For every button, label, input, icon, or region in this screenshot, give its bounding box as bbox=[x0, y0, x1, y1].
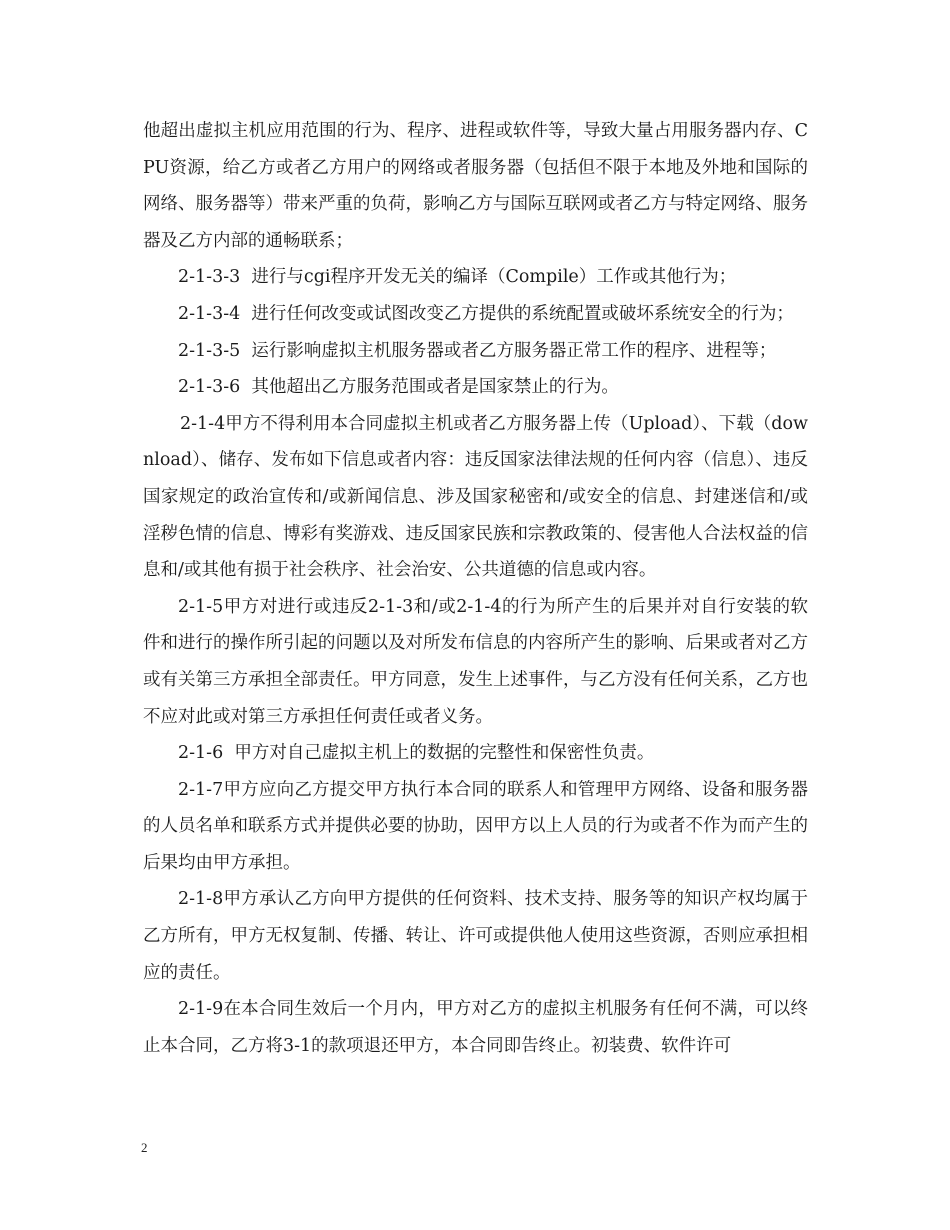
clause-2-1-3-6: 2-1-3-6 其他超出乙方服务范围或者是国家禁止的行为。 bbox=[178, 377, 619, 398]
document-body bbox=[143, 113, 808, 1064]
clause-2-1-9: 2-1-9在本合同生效后一个月内，甲方对乙方的虚拟主机服务有任何不满，可以终止本合同，乙方将3-1的款项退还甲方，本合同即告终止。初装费、软件许可 bbox=[143, 999, 808, 1056]
clause-2-1-3-3: 2-1-3-3 进行与cgi程序开发无关的编译（Compile）工作或其他行为； bbox=[178, 267, 737, 288]
clause-2-1-3-4: 2-1-3-4 进行任何改变或试图改变乙方提供的系统配置或破坏系统安全的行为； bbox=[178, 303, 794, 324]
clause-2-1-6: 2-1-6 甲方对自己虚拟主机上的数据的完整性和保密性负责。 bbox=[178, 743, 655, 764]
paragraph-continuation: 他超出虚拟主机应用范围的行为、程序、进程或软件等，导致大量占用服务器内存、CPU资源，给乙方或者乙方用户的网络或者服务器（包括但不限于本地及外地和国际的网络、服务器等）带来严重的负荷，影响乙方与国际互联网或者乙方与特定网络、服务器及乙方内部的通畅联系； bbox=[143, 121, 808, 251]
clause-2-1-4: 2-1-4甲方不得利用本合同虚拟主机或者乙方服务器上传（Upload）、下载（download）、储存、发布如下信息或者内容：违反国家法律法规的任何内容（信息）、违反国家规定的政治宣传和/或新闻信息、涉及国家秘密和/或安全的信息、封建迷信和/或淫秽色情的信息、博彩有奖游戏、违反国家民族和宗教政策的、侵害他人合法权益的信息和/或其他有损于社会秩序、社会治安、公共道德的信息或内容。 bbox=[143, 413, 808, 581]
clause-2-1-3-5: 2-1-3-5 运行影响虚拟主机服务器或者乙方服务器正常工作的程序、进程等； bbox=[178, 340, 777, 361]
clause-2-1-5: 2-1-5甲方对进行或违反2-1-3和/或2-1-4的行为所产生的后果并对自行安装的软件和进行的操作所引起的问题以及对所发布信息的内容所产生的影响、后果或者对乙方或有关第三方承担全部责任。甲方同意，发生上述事件，与乙方没有任何关系，乙方也不应对此或对第三方承担任何责任或者义务。 bbox=[143, 596, 808, 727]
clause-2-1-7: 2-1-7甲方应向乙方提交甲方执行本合同的联系人和管理甲方网络、设备和服务器的人员名单和联系方式并提供必要的协助，因甲方以上人员的行为或者不作为而产生的后果均由甲方承担。 bbox=[143, 779, 808, 873]
clause-2-1-8: 2-1-8甲方承认乙方向甲方提供的任何资料、技术支持、服务等的知识产权均属于乙方所有，甲方无权复制、传播、转让、许可或提供他人使用这些资源，否则应承担相应的责任。 bbox=[143, 889, 808, 983]
page-number: 2 bbox=[141, 1140, 148, 1155]
